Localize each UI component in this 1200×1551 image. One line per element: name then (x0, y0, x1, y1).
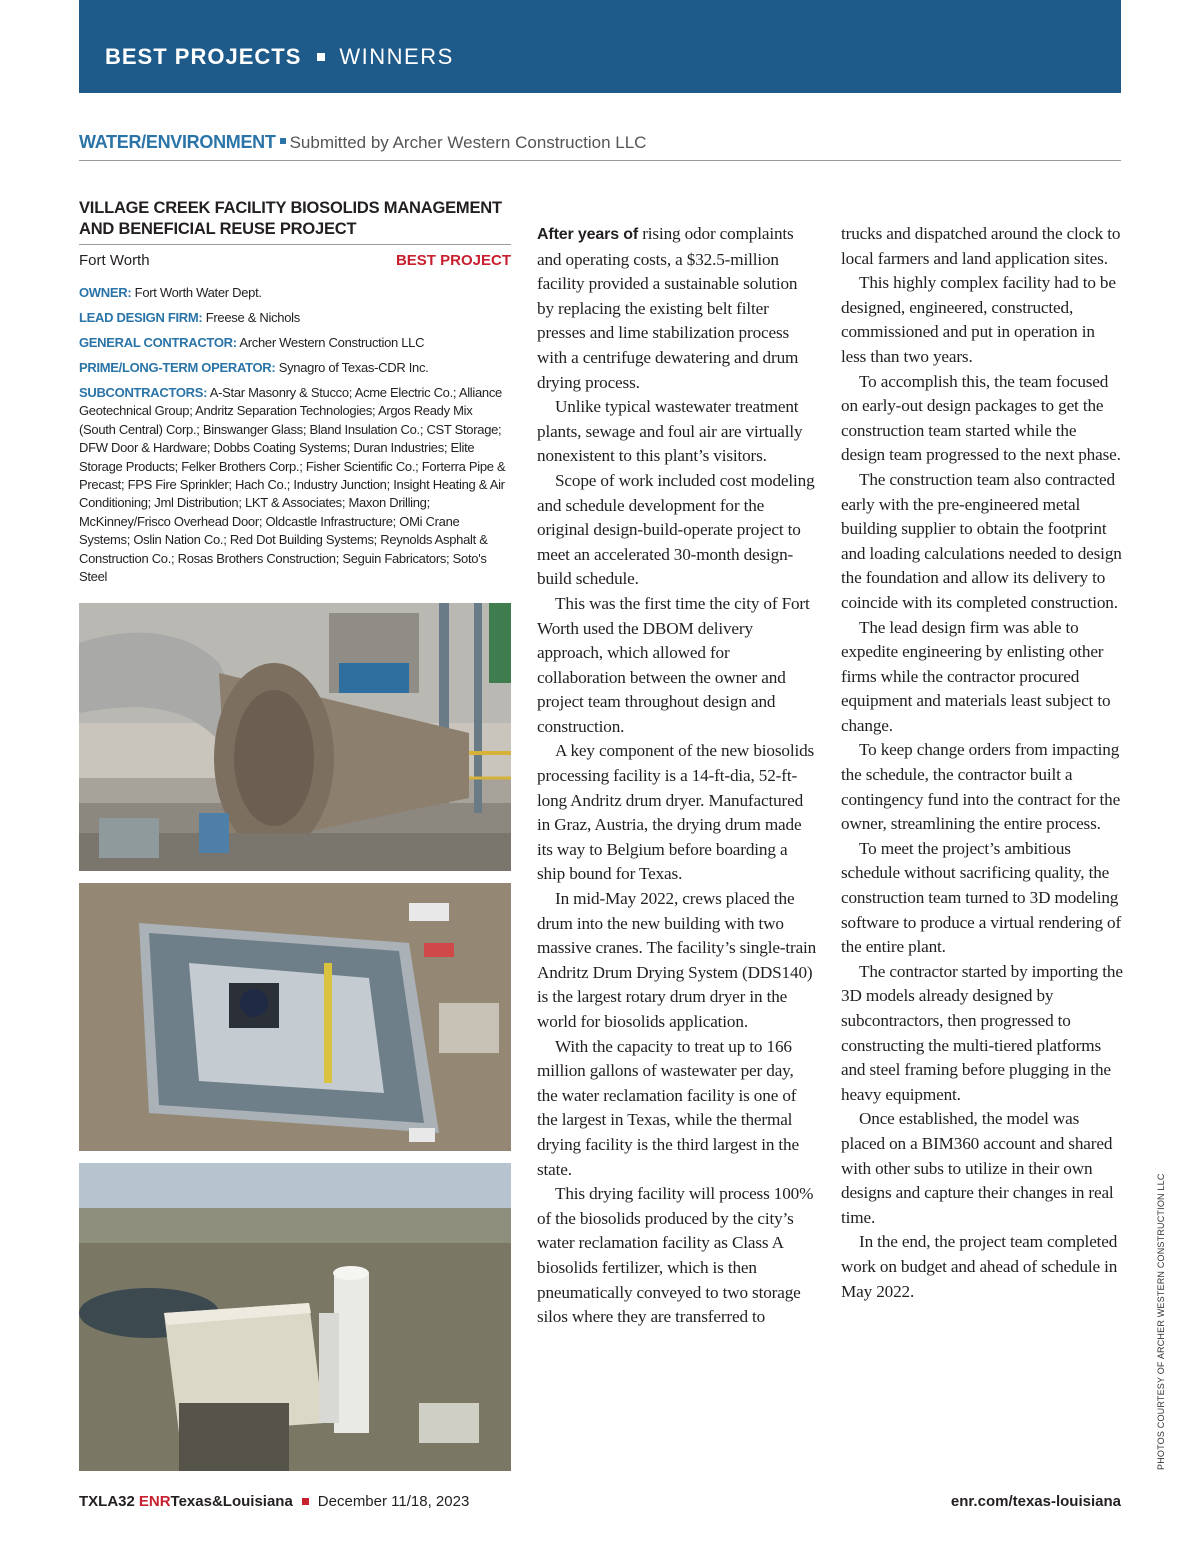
article-column-2 (841, 222, 1123, 1304)
category-separator (280, 138, 286, 144)
photo-credit: PHOTOS COURTESY OF ARCHER WESTERN CONSTRUCTION LLC (1156, 1173, 1166, 1470)
article-paragraph: The lead design firm was able to expedite engineering by enlisting other firms while the contractor procured equipment and materials least subject to change. (841, 617, 1111, 735)
footer-url[interactable]: enr.com/texas-louisiana (950, 1493, 1121, 1510)
credit-owner: OWNER: Fort Worth Water Dept. (79, 285, 262, 300)
article-paragraph: Once established, the model was placed on a BIM360 account and shared with other subs to utilize in their own designs and capture their changes in real time. (841, 1109, 1114, 1227)
enr-logo: ENR (138, 1493, 171, 1510)
article-paragraph: This highly complex facility had to be designed, engineered, constructed, commissioned and put in operation in less than two years. (841, 273, 1116, 366)
category-header (79, 132, 1121, 161)
submitted-by: Submitted by Archer Western Construction LLC (289, 133, 647, 152)
footer-left (79, 1493, 469, 1510)
credit-lead-design-firm: LEAD DESIGN FIRM: Freese & Nichols (79, 310, 300, 325)
article-paragraph: With the capacity to treat up to 166 million gallons of wastewater per day, the water reclamation facility is one of the largest in Texas, while the thermal drying facility is the third largest in the state. (537, 1036, 799, 1179)
article-lead-in: After years of (537, 226, 639, 243)
footer-separator (302, 1498, 309, 1505)
article-paragraph: This drying facility will process 100% of the biosolids produced by the city’s water reclamation facility as Class A biosolids fertilizer, which is then pneumatically conveyed to two storage silos where they are transferred to (537, 1184, 814, 1327)
banner-section: BEST PROJECTS (105, 44, 302, 69)
credit-operator: PRIME/LONG-TERM OPERATOR: Synagro of Texas-CDR Inc. (79, 360, 429, 375)
article-column-1 (537, 222, 817, 1330)
credit-subcontractors: SUBCONTRACTORS: A-Star Masonry & Stucco; Acme Electric Co.; Alliance Geotechnical Group; Andritz Separation Technologies; Argos Ready Mix (South Central) Corp.; Binswanger Glass; Bland Insulation Co.; CST Storage; DFW Door & Hardware; Dobbs Coating Systems; Duran Industries; Elite Storage Products; Felker Brothers Corp.; Fisher Scientific Co.; Forterra Pipe & Precast; FPS Fire Sprinkler; Hach Co.; Industry Junction; Insight Heating & Air Conditioning; Jml Distribution; LKT & Associates; Maxon Drilling; McKinney/Frisco Overhead Door; Oldcastle Infrastructure; OMi Crane Systems; Oslin Nation Co.; Red Dot Building Systems; Reynolds Asphalt & Construction Co.; Rosas Brothers Construction; Seguin Fabricators; Soto's Steel (79, 385, 506, 585)
article-paragraph: A key component of the new biosolids processing facility is a 14-ft-dia, 52-ft-long Andritz drum dryer. Manufactured in Graz, Austria, the drying drum made its way to Belgium before boarding a ship bound for Texas. (537, 741, 815, 884)
project-credits (79, 284, 511, 593)
article-paragraph: To accomplish this, the team focused on early-out design packages to get the construction team started while the design team progressed to the next phase. (841, 371, 1121, 465)
article-paragraph: Unlike typical wastewater treatment plants, sewage and foul air are virtually nonexistent to this plant’s visitors. (537, 397, 803, 466)
article-paragraph: After years of rising odor complaints and operating costs, a $32.5-million facility provided a sustainable solution by replacing the existing belt filter presses and lime stabilization process with a centrifuge dewatering and drum drying process. (537, 224, 799, 392)
article-paragraph: This was the first time the city of Fort Worth used the DBOM delivery approach, which allowed for collaboration between the owner and project team throughout design and construction. (537, 593, 810, 736)
photo-completed-facility (79, 1163, 511, 1471)
section-banner (79, 0, 1121, 93)
article-paragraph: Scope of work included cost modeling and schedule development for the original design-build-operate project to meet an accelerated 30-month design-build schedule. (537, 470, 815, 589)
article-paragraph: To keep change orders from impacting the schedule, the contractor built a contingency fund into the contract for the owner, streamlining the entire process. (841, 740, 1121, 834)
banner-subsection: WINNERS (339, 44, 454, 69)
photo-drum-dryer (79, 603, 511, 871)
article-paragraph: The contractor started by importing the 3D models already designed by subcontractors, then progressed to constructing the multi-tiered platforms and steel framing before plugging in the heavy equipment. (841, 961, 1123, 1104)
category-name: WATER/ENVIRONMENT (79, 132, 276, 152)
photo-aerial-construction (79, 883, 511, 1151)
banner-text (105, 44, 454, 70)
article-paragraph: In the end, the project team completed work on budget and ahead of schedule in May 2022. (841, 1232, 1118, 1301)
project-location-row (79, 244, 511, 275)
article-paragraph: In mid-May 2022, crews placed the drum into the new building with two massive cranes. The facility’s single-train Andritz Drum Drying System (DDS140) is the largest rotary drum dryer in the world for biosolids application. (537, 889, 817, 1031)
issue-date: December 11/18, 2023 (317, 1493, 470, 1510)
magazine-name: Texas&Louisiana (170, 1493, 293, 1510)
article-paragraph: To meet the project’s ambitious schedule without sacrificing quality, the construction team turned to 3D modeling software to produce a virtual rendering of the entire plant. (841, 838, 1122, 957)
article-paragraph: The construction team also contracted early with the pre-engineered metal building supplier to obtain the footprint and loading calculations needed to design the foundation and allow its delivery to coincide with its completed construction. (841, 469, 1122, 612)
project-title: VILLAGE CREEK FACILITY BIOSOLIDS MANAGEMENT AND BENEFICIAL REUSE PROJECT (79, 199, 502, 238)
page-folio: TXLA32 (79, 1493, 135, 1510)
award-badge: BEST PROJECT (395, 252, 511, 269)
banner-separator (317, 53, 325, 61)
article-paragraph: trucks and dispatched around the clock to local farmers and land application sites. (841, 224, 1121, 268)
credit-general-contractor: GENERAL CONTRACTOR: Archer Western Construction LLC (79, 335, 425, 350)
project-location: Fort Worth (79, 252, 150, 269)
